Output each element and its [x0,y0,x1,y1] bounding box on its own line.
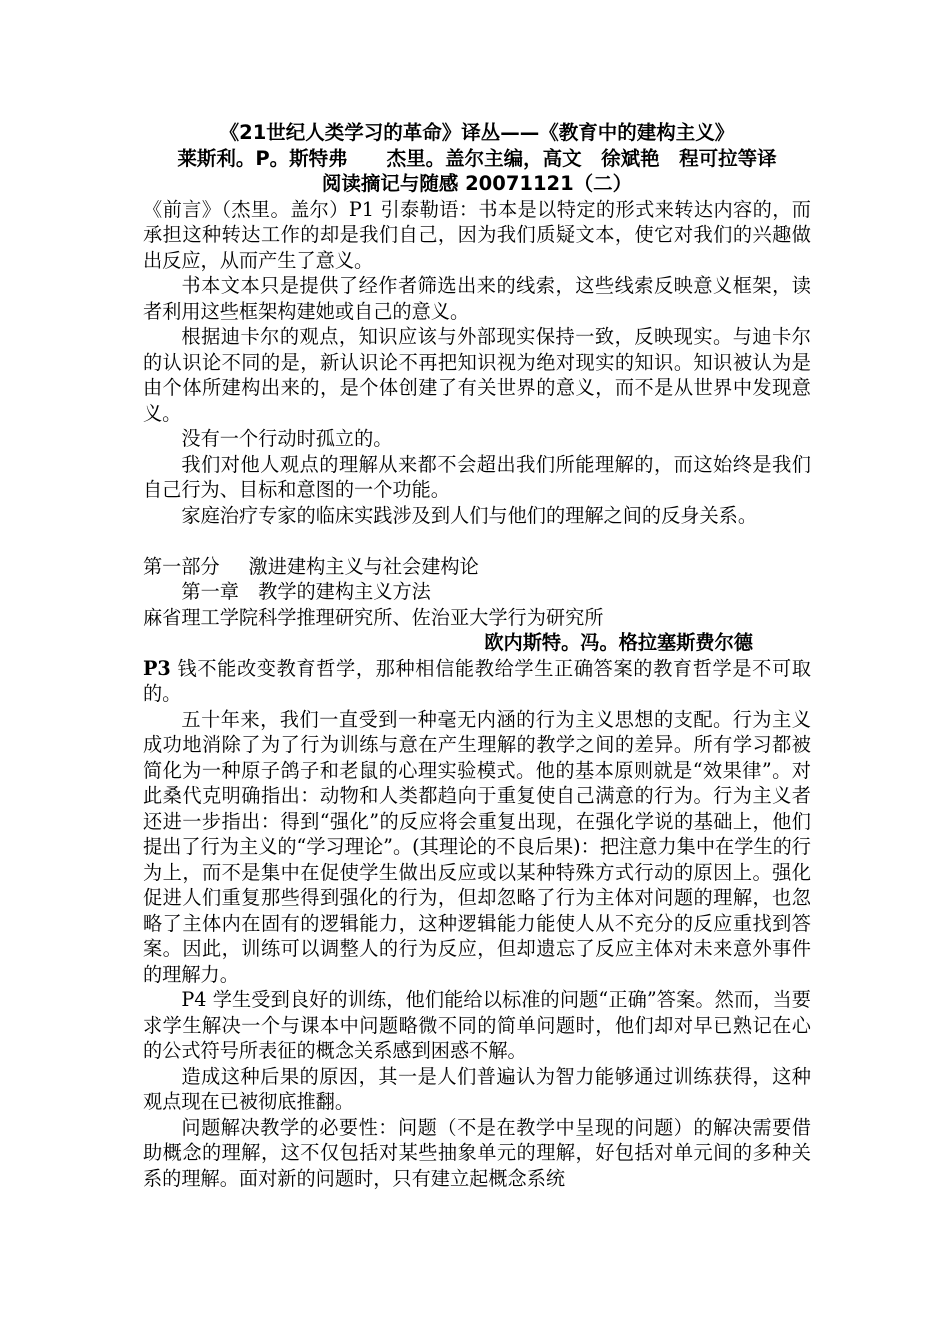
title-line-3: 阅读摘记与随感 20071121（二） [321,172,633,195]
page-ref-label: P3 [143,656,171,680]
preface-paragraph: 我们对他人观点的理解从来都不会超出我们所能理解的，而这始终是我们自己行为、目标和意图的一个功能。 [143,452,811,501]
body-paragraph-p3 [143,656,811,707]
document-page [143,120,811,1191]
preface-paragraph: 没有一个行动时孤立的。 [181,427,393,450]
body-paragraph: P4 学生受到良好的训练，他们能给以标准的问题“正确”答案。然而，当要求学生解决一个与课本中问题略微不同的简单问题时，他们却对早已熟记在心的公式符号所表征的概念关系感到困惑不解。 [143,988,811,1062]
author-line: 欧内斯特。冯。格拉塞斯费尔德 [484,631,753,654]
blank-line [143,528,811,554]
chapter-heading [143,579,811,605]
preface-paragraph: 根据迪卡尔的观点，知识应该与外部现实保持一致，反映现实。与迪卡尔的认识论不同的是，新认识论不再把知识视为绝对现实的知识。知识被认为是由个体所建构出来的，是个体创建了有关世界的意义，而不是从世界中发现意义。 [143,325,811,425]
institution-line: 麻省理工学院科学推理研究所、佐治亚大学行为研究所 [143,605,604,629]
part-heading [143,554,811,580]
preface-paragraph: 家庭治疗专家的临床实践涉及到人们与他们的理解之间的反身关系。 [181,503,758,527]
part-label: 第一部分 [143,554,220,578]
preface-paragraph: 《前言》（杰里。盖尔）P1 引泰勒语：书本是以特定的形式来转达内容的，而承担这种转达工作的却是我们自己，因为我们质疑文本，使它对我们的兴趣做出反应，从而产生了意义。 [143,197,811,272]
body-paragraph: 五十年来，我们一直受到一种毫无内涵的行为主义思想的支配。行为主义成功地消除了为了行为训练与意在产生理解的教学之间的差异。所有学习都被简化为一种原子鸽子和老鼠的心理实验模式。他的基本原则就是“效果律”。对此桑代克明确指出：动物和人类都趋向于重复使自己满意的行为。行为主义者还进一步指出：得到“强化”的反应将会重复出现，在强化学说的基础上，他们提出了行为主义的“学习理论”。(其理论的不良后果)：把注意力集中在学生的行为上，而不是集中在促使学生做出反应或以某种特殊方式行动的原因上。强化促进人们重复那些得到强化的行为，但却忽略了行为主体对问题的理解，也忽略了主体内在固有的逻辑能力，这种逻辑能力能使人从不充分的反应重找到答案。因此，训练可以调整人的行为反应，但却遗忘了反应主体对未来意外事件的理解力。 [143,707,811,986]
title-line-1: 《21世纪人类学习的革命》译丛——《教育中的建构主义》 [219,121,735,144]
body-paragraph: 问题解决教学的必要性：问题（不是在教学中呈现的问题）的解决需要借助概念的理解，这不仅包括对某些抽象单元的理解，好包括对单元间的多种关系的理解。面对新的问题时，只有建立起概念系统 [143,1115,811,1190]
chapter-label: 第一章 [181,580,239,603]
body-paragraph: 造成这种后果的原因，其一是人们普遍认为智力能够通过训练获得，这种观点现在已被彻底推翻。 [143,1064,811,1113]
chapter-title: 教学的建构主义方法 [258,580,431,603]
p3-text: 钱不能改变教育哲学，那种相信能教给学生正确答案的教育哲学是不可取的。 [143,656,811,705]
part-title: 激进建构主义与社会建构论 [248,554,479,578]
title-line-2: 莱斯利。P。斯特弗 杰里。盖尔主编，高文 徐斌艳 程可拉等译 [177,146,777,170]
preface-paragraph: 书本文本只是提供了经作者筛选出来的线索，这些线索反映意义框架，读者利用这些框架构建她或自己的意义。 [143,274,811,323]
